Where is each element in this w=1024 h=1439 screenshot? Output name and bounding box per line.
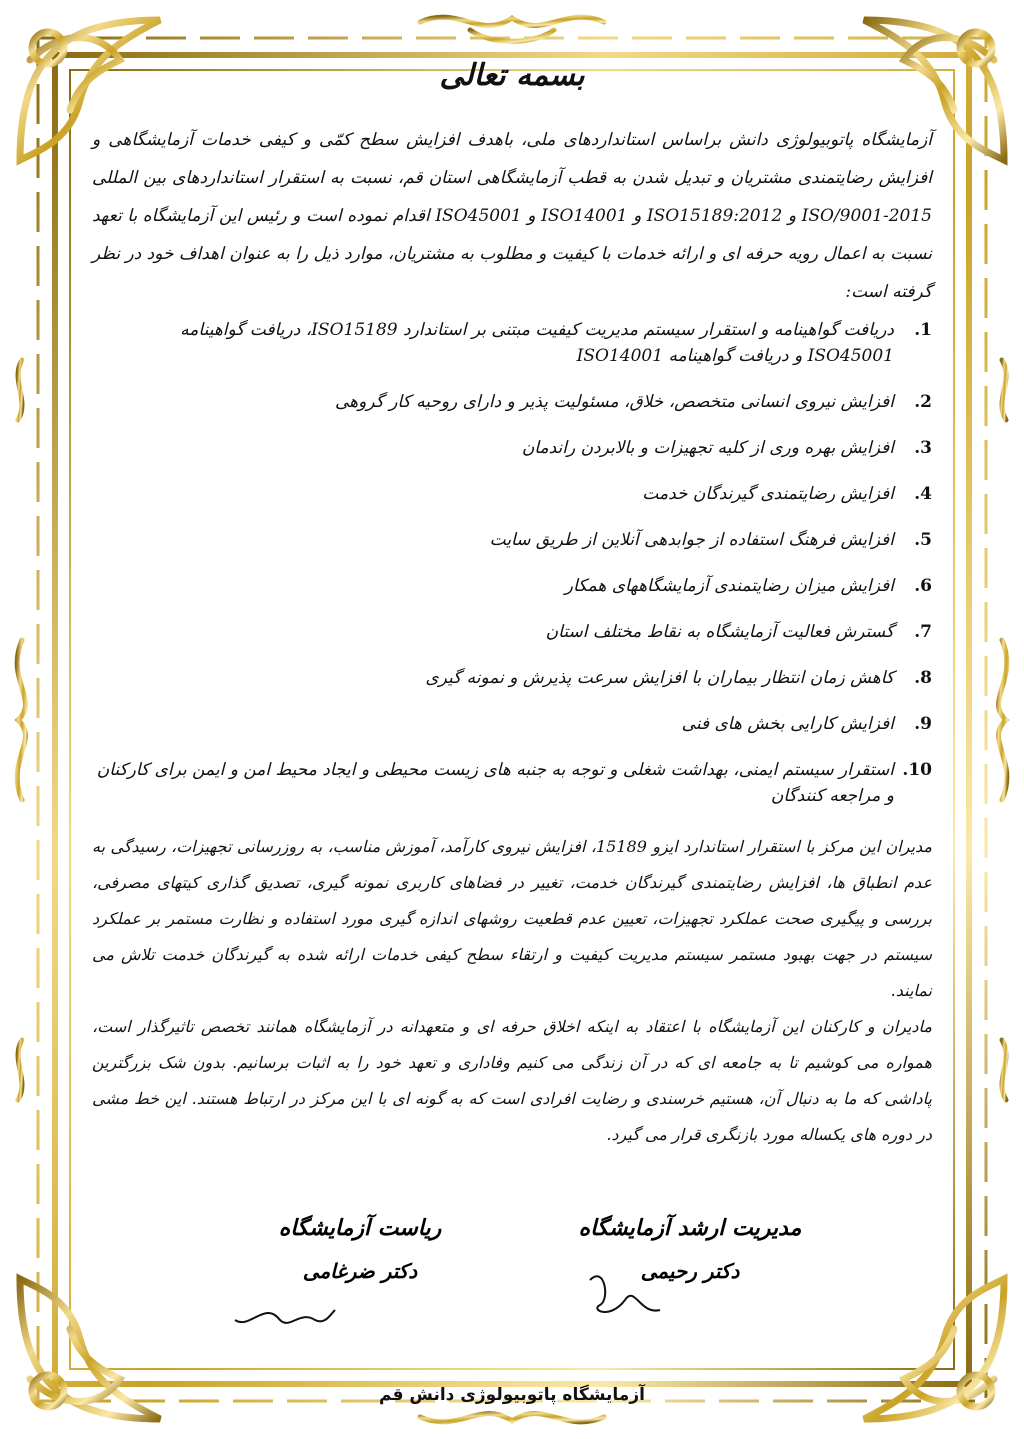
goal-number: 7. xyxy=(914,622,932,642)
senior-management-name: دکتر رحیمی xyxy=(640,1259,740,1283)
goals-list xyxy=(92,317,932,809)
signature-area xyxy=(0,1215,1024,1345)
lab-director-name: دکتر ضرغامی xyxy=(302,1259,418,1283)
goal-number: 9. xyxy=(914,714,932,734)
goal-number: 6. xyxy=(914,576,932,596)
lab-director-signature-block xyxy=(230,1215,490,1283)
goal-text: افزایش رضایتمندی گیرندگان خدمت xyxy=(642,484,894,504)
goal-number: 8. xyxy=(914,668,932,688)
goal-item xyxy=(92,573,932,599)
goal-number: 4. xyxy=(914,484,932,504)
goal-text: گسترش فعالیت آزمایشگاه به نقاط مختلف استان xyxy=(545,622,894,642)
goal-number: 1. xyxy=(914,320,932,340)
handwritten-signature-icon xyxy=(230,1290,340,1340)
goal-number: 10. xyxy=(902,760,932,780)
goal-text: کاهش زمان انتظار بیماران با افزایش سرعت پذیرش و نمونه گیری xyxy=(425,668,894,688)
goal-text: افزایش بهره وری از کلیه تجهیزات و بالابردن راندمان xyxy=(521,438,894,458)
goal-item xyxy=(92,619,932,645)
goal-text: دریافت گواهینامه و استقرار سیستم مدیریت کیفیت مبتنی بر استاندارد ISO15189، دریافت گواهینامه ISO45001 و دریافت گواهینامه ISO14001 xyxy=(180,320,894,366)
goal-number: 3. xyxy=(914,438,932,458)
managers-paragraph: مدیران این مرکز با استقرار استاندارد ایزو 15189، افزایش نیروی کارآمد، آموزش مناسب، به روزرسانی تجهیزات، رسیدگی به عدم انطباق ها، افزایش رضایتمندی گیرندگان خدمت، تغییر در فضاهای کاربری نمونه گیری، تصدیق گذاری کیتهای مصرفی، بررسی و پیگیری صحت عملکرد تجهیزات، تعیین عدم قطعیت روشهای اندازه گیری مورد استفاده و نظارت مستمر بر عملکرد سیستم در جهت بهبود مستمر سیستم مدیریت کیفیت و ارتقاء سطح کیفی خدمات ارائه شده به گیرندگان خدمت تلاش می نمایند. xyxy=(92,837,932,1000)
intro-paragraph: آزمایشگاه پاتوبیولوژی دانش براساس استانداردهای ملی، باهدف افزایش سطح کمّی و کیفی خدمات آزمایشگاهی و افزایش رضایتمندی مشتریان و تبدیل شدن به قطب آزمایشگاهی استان قم، نسبت به استقرار استانداردهای بین المللی ISO/9001-2015 و ISO15189:2012 و ISO14001 و ISO45001 اقدام نموده است و رئیس این آزمایشگاه با تعهد نسبت به اعمال رویه حرفه ای و ارائه خدمات با کیفیت و مطلوب به مشتریان، موارد ذیل را به عنوان اهداف خود در نظر گرفته است: xyxy=(92,130,932,302)
lab-director-title: ریاست آزمایشگاه xyxy=(278,1215,442,1241)
goal-number: 5. xyxy=(914,530,932,550)
goal-item xyxy=(92,665,932,691)
goal-item xyxy=(92,711,932,737)
goal-text: افزایش نیروی انسانی متخصص، خلاق، مسئولیت پذیر و دارای روحیه کار گروهی xyxy=(334,392,894,412)
footer-lab-name: آزمایشگاه پاتوبیولوژی دانش قم xyxy=(379,1385,645,1405)
goal-number: 2. xyxy=(914,392,932,412)
goal-item xyxy=(92,389,932,415)
page-heading: بسمه تعالی xyxy=(439,58,585,93)
goal-item xyxy=(92,527,932,553)
handwritten-signature-icon xyxy=(580,1260,670,1330)
goal-text: افزایش کارایی بخش های فنی xyxy=(681,714,894,734)
goal-item xyxy=(92,481,932,507)
goal-text: افزایش فرهنگ استفاده از جوابدهی آنلاین از طریق سایت xyxy=(489,530,894,550)
goal-text: استقرار سیستم ایمنی، بهداشت شغلی و توجه به جنبه های زیست محیطی و ایجاد محیط امن و ایمن برای کارکنان و مراجعه کنندگان xyxy=(96,760,894,806)
goal-text: افزایش میزان رضایتمندی آزمایشگاههای همکار xyxy=(564,576,894,596)
goal-item xyxy=(92,757,932,809)
goal-item xyxy=(92,317,932,369)
senior-management-title: مدیریت ارشد آزمایشگاه xyxy=(578,1215,802,1241)
policy-document xyxy=(92,50,932,1153)
commitment-paragraph: مادیران و کارکنان این آزمایشگاه با اعتقاد به اینکه اخلاق حرفه ای و متعهدانه در آزمایشگاه همانند تخصص تاثیرگذار است، همواره می کوشیم تا به جامعه ای که در آن زندگی می کنیم وفاداری و تعهد خود را به اثبات برسانیم. بدون شک بزرگترین پاداشی که ما به دنبال آن، هستیم خرسندی و رضایت افرادی است که به گونه ای با این مرکز در ارتباط هستند. این خط مشی در دوره های یکساله مورد بازنگری قرار می گیرد. xyxy=(92,1017,932,1144)
senior-management-signature-block xyxy=(560,1215,820,1283)
goal-item xyxy=(92,435,932,461)
